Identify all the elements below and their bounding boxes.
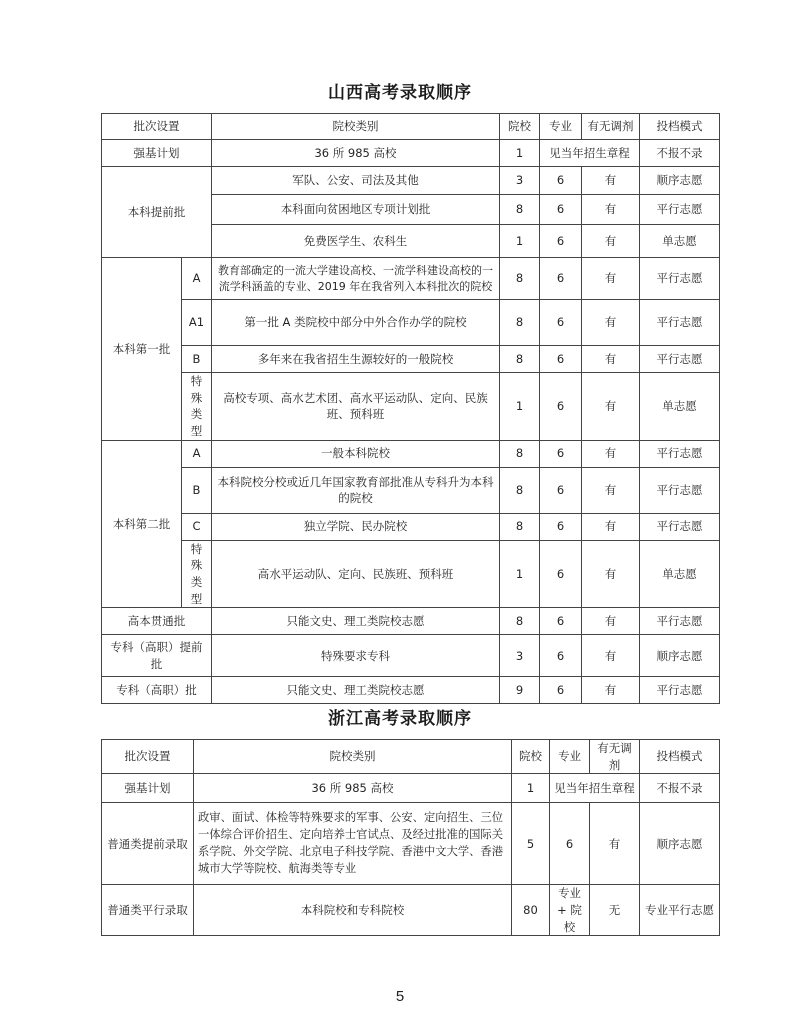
header-majors: 专业: [550, 740, 590, 774]
table-row: [102, 513, 720, 540]
header-mode: 投档模式: [640, 740, 720, 774]
batch-cell: 普通类平行录取: [102, 885, 194, 936]
category-cell: 只能文史、理工类院校志愿: [212, 677, 500, 704]
batch-cell: 高本贯通批: [102, 608, 212, 635]
header-schools: 院校: [512, 740, 550, 774]
schools-cell: 8: [500, 195, 540, 225]
mode-cell: 平行志愿: [640, 467, 720, 513]
schools-cell: 8: [500, 346, 540, 373]
adjust-cell: 有: [582, 467, 640, 513]
schools-cell: 8: [500, 467, 540, 513]
mode-cell: 平行志愿: [640, 608, 720, 635]
batch-cell: 专科（高职）提前批: [102, 635, 212, 677]
mode-cell: 单志愿: [640, 225, 720, 258]
sub-cell: 特殊类型: [182, 540, 212, 608]
table-row: [102, 677, 720, 704]
adjust-cell: 无: [590, 885, 640, 936]
table-row: [102, 300, 720, 346]
sub-cell: B: [182, 467, 212, 513]
header-category: 院校类别: [212, 114, 500, 140]
adjust-cell: 有: [582, 608, 640, 635]
batch-cell: 强基计划: [102, 774, 194, 803]
page-number: 5: [395, 988, 405, 1005]
category-cell: 本科面向贫困地区专项计划批: [212, 195, 500, 225]
table-row: [102, 167, 720, 195]
table-row: [102, 467, 720, 513]
sub-cell: B: [182, 346, 212, 373]
table-row: [102, 635, 720, 677]
header-batch: 批次设置: [102, 740, 194, 774]
majors-cell: 6: [540, 167, 582, 195]
batch-cell: 本科第二批: [102, 440, 182, 608]
adjust-cell: 有: [582, 346, 640, 373]
schools-cell: 8: [500, 440, 540, 467]
mode-cell: 平行志愿: [640, 258, 720, 300]
sub-cell: C: [182, 513, 212, 540]
adjust-cell: 有: [590, 803, 640, 885]
sub-cell: A1: [182, 300, 212, 346]
majors-cell: 6: [550, 803, 590, 885]
adjust-cell: 有: [582, 513, 640, 540]
schools-cell: 5: [512, 803, 550, 885]
batch-cell: 强基计划: [102, 140, 212, 167]
schools-cell: 1: [500, 140, 540, 167]
sub-cell: 特殊类型: [182, 373, 212, 441]
adjust-cell: 有: [582, 677, 640, 704]
mode-cell: 顺序志愿: [640, 803, 720, 885]
category-cell: 36 所 985 高校: [212, 140, 500, 167]
table-row: [102, 346, 720, 373]
header-row: [102, 114, 720, 140]
mode-cell: 平行志愿: [640, 440, 720, 467]
majors-cell: 6: [540, 258, 582, 300]
majors-cell: 6: [540, 677, 582, 704]
majors-cell: 6: [540, 195, 582, 225]
category-cell: 政审、面试、体检等特殊要求的军事、公安、定向招生、三位一体综合评价招生、定向培养士官试点、及经过批准的国际关系学院、外交学院、北京电子科技学院、香港中文大学、香港城市大学等院校、航海类等专业: [194, 803, 512, 885]
majors-cell: 6: [540, 635, 582, 677]
schools-cell: 80: [512, 885, 550, 936]
header-category: 院校类别: [194, 740, 512, 774]
mode-cell: 平行志愿: [640, 346, 720, 373]
schools-cell: 9: [500, 677, 540, 704]
schools-cell: 1: [500, 225, 540, 258]
schools-cell: 8: [500, 300, 540, 346]
batch-cell: 本科提前批: [102, 167, 212, 258]
adjust-cell: 有: [582, 167, 640, 195]
category-cell: 本科院校分校或近几年国家教育部批准从专科升为本科的院校: [212, 467, 500, 513]
adjust-cell: 有: [582, 258, 640, 300]
shanxi-title: 山西高考录取顺序: [328, 83, 472, 103]
table-row: [102, 140, 720, 167]
category-cell: 独立学院、民办院校: [212, 513, 500, 540]
header-mode: 投档模式: [640, 114, 720, 140]
majors-cell: 6: [540, 540, 582, 608]
mode-cell: 平行志愿: [640, 300, 720, 346]
batch-cell: 专科（高职）批: [102, 677, 212, 704]
adjust-cell: 有: [582, 300, 640, 346]
adjust-cell: 有: [582, 635, 640, 677]
schools-cell: 1: [500, 540, 540, 608]
table-row: [102, 608, 720, 635]
mode-cell: 不报不录: [640, 140, 720, 167]
adjust-cell: 有: [582, 195, 640, 225]
header-adjust: 有无调剂: [582, 114, 640, 140]
table-row: [102, 803, 720, 885]
schools-cell: 1: [512, 774, 550, 803]
header-batch: 批次设置: [102, 114, 212, 140]
zhejiang-table: [101, 739, 720, 936]
charter-cell: 见当年招生章程: [540, 140, 640, 167]
mode-cell: 单志愿: [640, 540, 720, 608]
shanxi-table: [101, 113, 720, 704]
majors-cell: 6: [540, 300, 582, 346]
majors-cell: 6: [540, 225, 582, 258]
mode-cell: 专业平行志愿: [640, 885, 720, 936]
majors-cell: 6: [540, 440, 582, 467]
adjust-cell: 有: [582, 373, 640, 441]
category-cell: 只能文史、理工类院校志愿: [212, 608, 500, 635]
schools-cell: 8: [500, 608, 540, 635]
category-cell: 第一批 A 类院校中部分中外合作办学的院校: [212, 300, 500, 346]
mode-cell: 单志愿: [640, 373, 720, 441]
adjust-cell: 有: [582, 225, 640, 258]
majors-cell: 6: [540, 373, 582, 441]
mode-cell: 平行志愿: [640, 677, 720, 704]
category-cell: 军队、公安、司法及其他: [212, 167, 500, 195]
batch-cell: 本科第一批: [102, 258, 182, 441]
header-schools: 院校: [500, 114, 540, 140]
mode-cell: 顺序志愿: [640, 167, 720, 195]
category-cell: 本科院校和专科院校: [194, 885, 512, 936]
majors-cell: 6: [540, 513, 582, 540]
majors-cell: 6: [540, 608, 582, 635]
category-cell: 一般本科院校: [212, 440, 500, 467]
adjust-cell: 有: [582, 540, 640, 608]
table-row: [102, 258, 720, 300]
sub-cell: A: [182, 258, 212, 300]
sub-cell: A: [182, 440, 212, 467]
mode-cell: 平行志愿: [640, 195, 720, 225]
header-adjust: 有无调剂: [590, 740, 640, 774]
table-row: [102, 440, 720, 467]
schools-cell: 1: [500, 373, 540, 441]
majors-cell: 专业 + 院校: [550, 885, 590, 936]
schools-cell: 3: [500, 167, 540, 195]
majors-cell: 6: [540, 346, 582, 373]
schools-cell: 3: [500, 635, 540, 677]
category-cell: 高水平运动队、定向、民族班、预科班: [212, 540, 500, 608]
majors-cell: 6: [540, 467, 582, 513]
category-cell: 36 所 985 高校: [194, 774, 512, 803]
schools-cell: 8: [500, 513, 540, 540]
schools-cell: 8: [500, 258, 540, 300]
category-cell: 教育部确定的一流大学建设高校、一流学科建设高校的一流学科涵盖的专业、2019 年在我省列入本科批次的院校: [212, 258, 500, 300]
table-row: [102, 774, 720, 803]
adjust-cell: 有: [582, 440, 640, 467]
header-row: [102, 740, 720, 774]
table-row: [102, 540, 720, 608]
mode-cell: 顺序志愿: [640, 635, 720, 677]
mode-cell: 不报不录: [640, 774, 720, 803]
batch-cell: 普通类提前录取: [102, 803, 194, 885]
table-row: [102, 885, 720, 936]
zhejiang-title: 浙江高考录取顺序: [328, 709, 472, 729]
header-majors: 专业: [540, 114, 582, 140]
category-cell: 高校专项、高水艺术团、高水平运动队、定向、民族班、预科班: [212, 373, 500, 441]
table-row: [102, 373, 720, 441]
category-cell: 多年来在我省招生生源较好的一般院校: [212, 346, 500, 373]
category-cell: 特殊要求专科: [212, 635, 500, 677]
charter-cell: 见当年招生章程: [550, 774, 640, 803]
mode-cell: 平行志愿: [640, 513, 720, 540]
category-cell: 免费医学生、农科生: [212, 225, 500, 258]
